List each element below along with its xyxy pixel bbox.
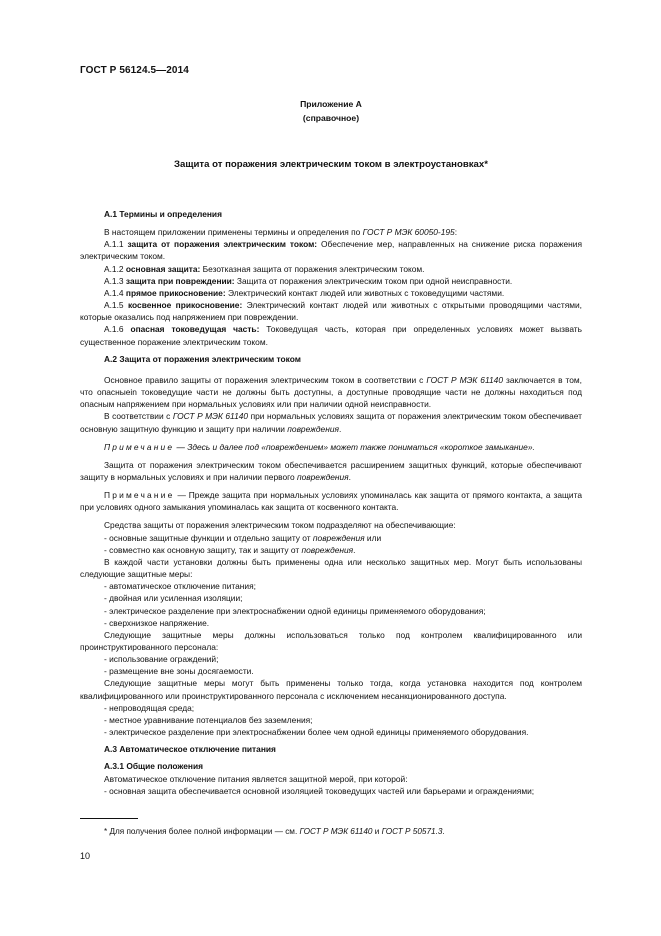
term-definition: А.1.5 косвенное прикосновение: Электрический контакт людей или животных с открытыми проводящими частями, которые оказались под напряжением при повреждении. [80,300,583,323]
paragraph: Следующие защитные меры должны использоваться только под контролем квалифицированного или проинструктированного персонала: [80,629,582,652]
paragraph: Средства защиты от поражения электрическим током подразделяют на обеспечивающие: [104,520,456,531]
list-item: - использование ограждений; [104,654,219,665]
list-item: - размещение вне зоны досягаемости. [104,666,254,677]
paragraph: Защита от поражения электрическим током обеспечивается расширением защитных функций, которые обеспечивают защиту в нормальных условиях и при наличии первого повреждения. [80,459,582,482]
footnote: * Для получения более полной информации — см. ГОСТ Р МЭК 61140 и ГОСТ Р 50571.3. [104,827,445,836]
section-heading: А.1 Термины и определения [104,209,222,219]
list-item: - совместно как основную защиту, так и защиту от повреждения. [104,544,356,555]
list-item: - электрическое разделение при электроснабжении одной единицы применяемого оборудования; [104,605,486,616]
list-item: - автоматическое отключение питания; [104,581,256,592]
term-definition: А.1.3 защита при повреждении: Защита от поражения электрическим током при одной неисправности. [104,275,513,286]
appendix-name: Приложение А [300,99,362,109]
list-item: - двойная или усиленная изоляции; [104,593,243,604]
document-body [80,208,582,797]
subsection-heading: А.3.1 Общие положения [104,761,203,772]
section-heading: А.3 Автоматическое отключение питания [104,744,276,755]
list-item: - электрическое разделение при электроснабжении более чем одной единицы применяемого оборудования. [104,727,529,738]
list-item: - основная защита обеспечивается основной изоляцией токоведущих частей или барьерами и ограждениями; [104,785,535,796]
paragraph: В соответствии с ГОСТ Р МЭК 61140 при нормальных условиях защита от поражения электрическим током обеспечивает основную защитную функцию и защиту при наличии повреждения. [80,411,582,434]
list-item: - местное уравнивание потенциалов без заземления; [104,714,313,725]
paragraph: Автоматическое отключение питания является защитной мерой, при которой: [104,773,408,784]
paragraph: В каждой части установки должны быть применены одна или несколько защитных мер. Могут быть использованы следующие защитные меры: [80,556,582,580]
term-definition: А.1.1 защита от поражения электрическим током: Обеспечение мер, направленных на снижение риска поражения электрическим током. [80,239,582,262]
appendix-title: Защита от поражения электрическим током в электроустановках* [174,159,488,170]
list-item: - сверхнизкое напряжение. [104,617,210,628]
term-definition: А.1.2 основная защита: Безотказная защита от поражения электрическим током. [104,263,425,274]
list-item: - основные защитные функции и отдельно защиту от повреждения или [104,532,382,543]
section-heading: А.2 Защита от поражения электрическим током [104,353,301,364]
appendix-heading [80,97,582,125]
document-header: ГОСТ Р 56124.5—2014 [80,65,189,76]
paragraph: В настоящем приложении применены термины и определения по ГОСТ Р МЭК 60050-195: [104,227,458,238]
note: Примечание — Здесь и далее под «повреждением» может также пониматься «короткое замыкание». [104,441,535,452]
appendix-type: (справочное) [302,113,360,123]
term-definition: А.1.6 опасная токоведущая часть: Токоведущая часть, которая при определенных условиях может вызвать существенное поражение электрическим током. [80,324,583,347]
term-definition: А.1.4 прямое прикосновение: Электрический контакт людей или животных с токоведущими частями. [104,287,505,298]
paragraph: Следующие защитные меры могут быть применены только тогда, когда установка находится под контролем квалифицированного или проинструктированного персонала с исключением несанкционированного доступа. [80,678,582,701]
list-item: - непроводящая среда; [104,702,195,713]
paragraph: Основное правило защиты от поражения электрическим током в соответствии с ГОСТ Р МЭК 61140 заключается в том, что опасныеin токоведущие части не должны быть доступны, а доступные проводящие части не должны находиться под опасным напряжением при нормальных условиях или при наличии одной неисправности. [80,374,582,410]
note: Примечание — Прежде защита при нормальных условиях упоминалась как защита от прямого контакта, а защита при условиях одного замыкания упоминалась как защита от косвенного контакта. [80,490,582,513]
page-number: 10 [80,851,91,861]
footnote-separator [80,818,138,819]
